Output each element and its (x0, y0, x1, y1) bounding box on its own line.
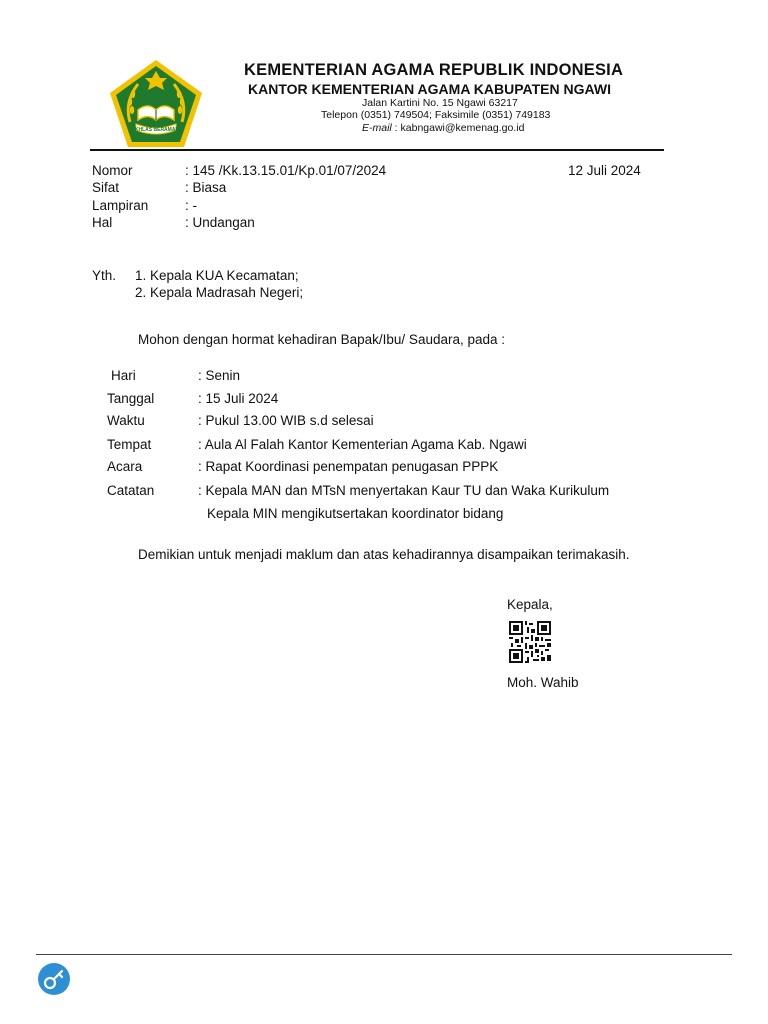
email-label: E-mail (362, 122, 392, 134)
invitation-intro: Mohon dengan hormat kehadiran Bapak/Ibu/ Saudara, pada : (138, 332, 506, 347)
recipient-item: 1. Kepala KUA Kecamatan; (135, 268, 299, 283)
recipient-item: 2. Kepala Madrasah Negeri; (135, 285, 304, 300)
detail-label: Acara (107, 459, 143, 474)
hal-value: : Undangan (185, 215, 255, 230)
detail-value: : 15 Juli 2024 (198, 391, 279, 406)
catatan-continuation: Kepala MIN mengikutsertakan koordinator bidang (207, 506, 504, 521)
lampiran-value: : - (185, 198, 197, 213)
office-address: Jalan Kartini No. 15 Ngawi 63217 (362, 97, 518, 109)
nomor-value: : 145 /Kk.13.15.01/Kp.01/07/2024 (185, 163, 387, 178)
office-title: KANTOR KEMENTERIAN AGAMA KABUPATEN NGAWI (248, 81, 611, 97)
office-email (362, 122, 524, 134)
header-divider (90, 149, 664, 151)
hal-label: Hal (92, 215, 113, 230)
logo-motto: IKHLAS BERAMAL (133, 127, 179, 133)
footer-divider (36, 954, 732, 955)
detail-label: Waktu (107, 413, 145, 428)
key-icon (38, 963, 70, 995)
email-value: : kabngawi@kemenag.go.id (391, 122, 525, 134)
detail-label: Hari (111, 368, 136, 383)
qr-code-signature (509, 621, 551, 663)
detail-value: : Kepala MAN dan MTsN menyertakan Kaur TU dan Waka Kurikulum (198, 483, 610, 498)
sifat-value: : Biasa (185, 180, 227, 195)
yth-label: Yth. (92, 268, 117, 283)
detail-value: : Aula Al Falah Kantor Kementerian Agama Kab. Ngawi (198, 437, 527, 452)
detail-value: : Pukul 13.00 WIB s.d selesai (198, 413, 374, 428)
nomor-label: Nomor (92, 163, 133, 178)
detail-value: : Rapat Koordinasi penempatan penugasan PPPK (198, 459, 499, 474)
letter-date: 12 Juli 2024 (568, 163, 641, 178)
signatory-name: Moh. Wahib (507, 675, 579, 690)
lampiran-label: Lampiran (92, 198, 149, 213)
closing-sentence: Demikian untuk menjadi maklum dan atas kehadirannya disampaikan terimakasih. (138, 547, 630, 562)
sifat-label: Sifat (92, 180, 120, 195)
detail-label: Tempat (107, 437, 152, 452)
kemenag-logo (108, 58, 204, 150)
office-phone: Telepon (0351) 749504; Faksimile (0351) 749183 (321, 109, 551, 121)
ministry-title: KEMENTERIAN AGAMA REPUBLIK INDONESIA (244, 61, 624, 79)
viewer-key-icon[interactable] (38, 963, 70, 995)
signature-title: Kepala, (507, 597, 553, 612)
detail-label: Tanggal (107, 391, 155, 406)
detail-label: Catatan (107, 483, 155, 498)
detail-value: : Senin (198, 368, 241, 383)
